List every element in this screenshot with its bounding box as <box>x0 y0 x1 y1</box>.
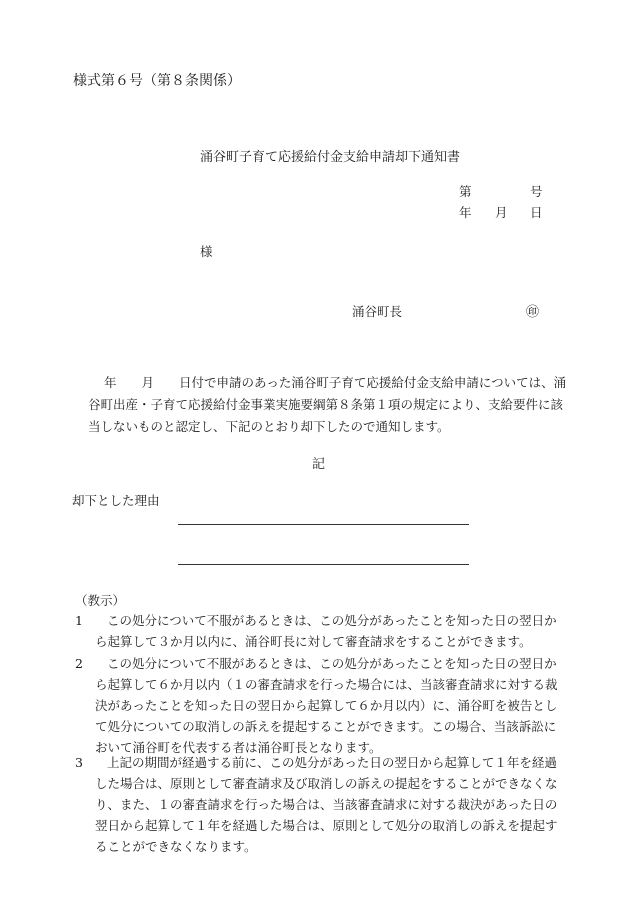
doc-number-suffix: 号 <box>530 184 543 199</box>
reason-line-1 <box>178 524 469 525</box>
notice-text: 上記の期間が経過する前に、この処分があった日の翌日から起算して１年を経過した場合は、原則として審査請求及び取消しの訴えの提起をすることができなくなり、また、１の審査請求を行った場合は、当該審査請求に対する裁決があった日の翌日から起算して１年を経過した場合は、原則として処分の取消しの訴えを提起することができなくなります。 <box>95 755 558 854</box>
addressee-honorific: 様 <box>200 244 213 259</box>
notice-number: 1 <box>75 613 83 628</box>
notice-number: 3 <box>75 755 83 770</box>
date-month: 月 <box>495 205 508 220</box>
instruction-heading: （教示） <box>75 593 126 608</box>
ki-heading: 記 <box>312 457 326 472</box>
notice-text: この処分について不服があるときは、この処分があったことを知った日の翌日から起算して３か月以内に、涌谷町長に対して審査請求をすることができます。 <box>95 613 557 649</box>
notice-text: この処分について不服があるときは、この処分があったことを知った日の翌日から起算して６か月以内（１の審査請求を行った場合には、当該審査請求に対する裁決があったことを知った日の翌日から起算して６か月以内）に、涌谷町を被告として処分についての取消しの訴えを提起することができます。この場合、当該訴訟において涌谷町を代表する者は涌谷町長となります。 <box>95 656 558 755</box>
date-year: 年 <box>459 205 472 220</box>
date-day: 日 <box>530 205 543 220</box>
notice-item <box>75 752 565 857</box>
reason-line-2 <box>178 564 469 565</box>
form-number: 様式第６号（第８条関係） <box>73 73 241 89</box>
sender-name: 涌谷町長 <box>352 304 403 319</box>
notice-item <box>75 653 565 758</box>
doc-number-prefix: 第 <box>459 184 472 199</box>
seal-mark: ㊞ <box>526 305 540 320</box>
notice-item <box>75 610 565 652</box>
notice-number: 2 <box>75 656 83 671</box>
reason-label: 却下とした理由 <box>72 493 160 508</box>
body-paragraph: 年 月 日付で申請のあった涌谷町子育て応援給付金支給申請については、涌谷町出産・子育て応援給付金事業実施要綱第８条第１項の規定により、支給要件に該当しないものと認定し、下記のとおり却下したので通知します。 <box>88 375 567 434</box>
document-title: 涌谷町子育て応援給付金支給申請却下通知書 <box>200 150 461 165</box>
